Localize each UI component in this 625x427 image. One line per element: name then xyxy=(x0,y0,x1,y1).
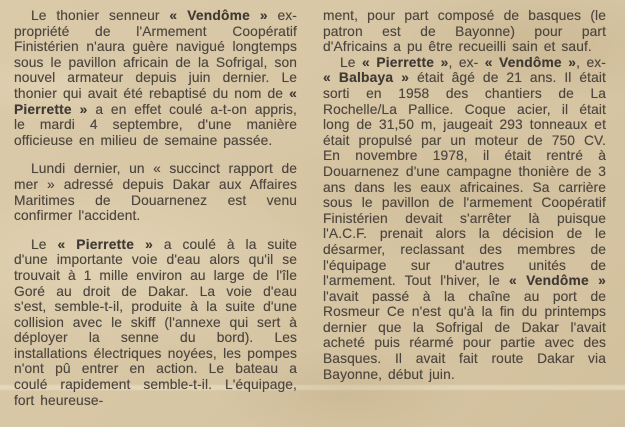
text-run: l'avait passé à la chaîne au port de Rosmeur Ce n'est qu'à la fin du printemps dernier que la Sofrigal de Dakar l'avait acheté puis réarmé pour partie avec des Basques. Il avait fait route Dakar via Bayonne, début juin. xyxy=(323,288,606,382)
text-run: Le xyxy=(340,54,362,70)
text-run: ex-propriété de l'Armement Coopératif Finistérien n'aura guère navigué longtemps sous le pavillon africain de la Sofrigal, son nouvel armateur depuis juin dernier. Le thonier qui avait été rebaptisé du nom de xyxy=(14,8,297,101)
text-run: , ex- xyxy=(576,54,606,70)
ship-name: « Vendôme » xyxy=(509,273,606,289)
ship-name: « Pierrette » xyxy=(57,236,153,252)
paragraph xyxy=(14,8,297,148)
paragraph xyxy=(323,55,606,382)
text-run: était âgé de 21 ans. Il était sorti en 1958 des chantiers de La Rochelle/La Pallice. Coque acier, il était long de 31,50 m, jaugeait 293 tonneaux et était propulsé par un moteur de 750 CV. En novembre 1978, il était rentré à Douarnenez d'une campagne thonière de 3 ans dans les eaux africaines. Sa carrière sous le pavillon de l'armement Coopératif Finistérien devait s'arrêter là puisque l'A.C.F. prenait alors la décision de le désarmer, reclassant des membres de l'équipage sur d'autres unités de l'armement. Tout l'hiver, le xyxy=(323,70,606,289)
text-run: ment, pour part composé de basques (le patron est de Bayonne) pour part d'Africains a pu être recueilli sain et sauf. xyxy=(323,8,606,55)
paragraph xyxy=(323,8,606,55)
text-run: Lundi dernier, un « succinct rapport de mer » adressé depuis Dakar aux Affaires Maritimes de Douarnenez est venu confirmer l'accident. xyxy=(14,161,297,224)
ship-name: « Pierrette » xyxy=(361,54,449,70)
ship-name: « Balbaya » xyxy=(323,70,410,86)
text-run: Le xyxy=(31,236,58,252)
paragraph xyxy=(14,161,297,223)
text-run: a coulé à la suite d'une importante voie d'eau alors qu'il se trouvait à 1 mille environ au large de l'île Goré au droit de Dakar. La voie d'eau s'est, semble-t-il, produite à la suite d'une collision avec le skiff (l'annexe qui sert à déployer la senne du bord). Les installations électriques noyées, les pompes n'ont pû entrer en action. Le bateau a coulé rapidement semble-t-il. L'équipage, fort heureuse- xyxy=(14,236,297,408)
paragraph xyxy=(14,237,297,409)
ship-name: « Vendôme » xyxy=(484,54,577,70)
ship-name: « Vendôme » xyxy=(169,8,268,23)
ship-name: « Pierrette » xyxy=(14,85,297,117)
text-run: a en effet coulé a-t-on appris, le mardi 4 septembre, d'une manière officieuse en milieu de semaine passée. xyxy=(14,101,297,148)
text-run: , ex- xyxy=(448,54,485,70)
article-column-left xyxy=(14,8,297,408)
text-run: Le thonier senneur xyxy=(31,8,170,23)
article-column-right xyxy=(323,8,606,408)
